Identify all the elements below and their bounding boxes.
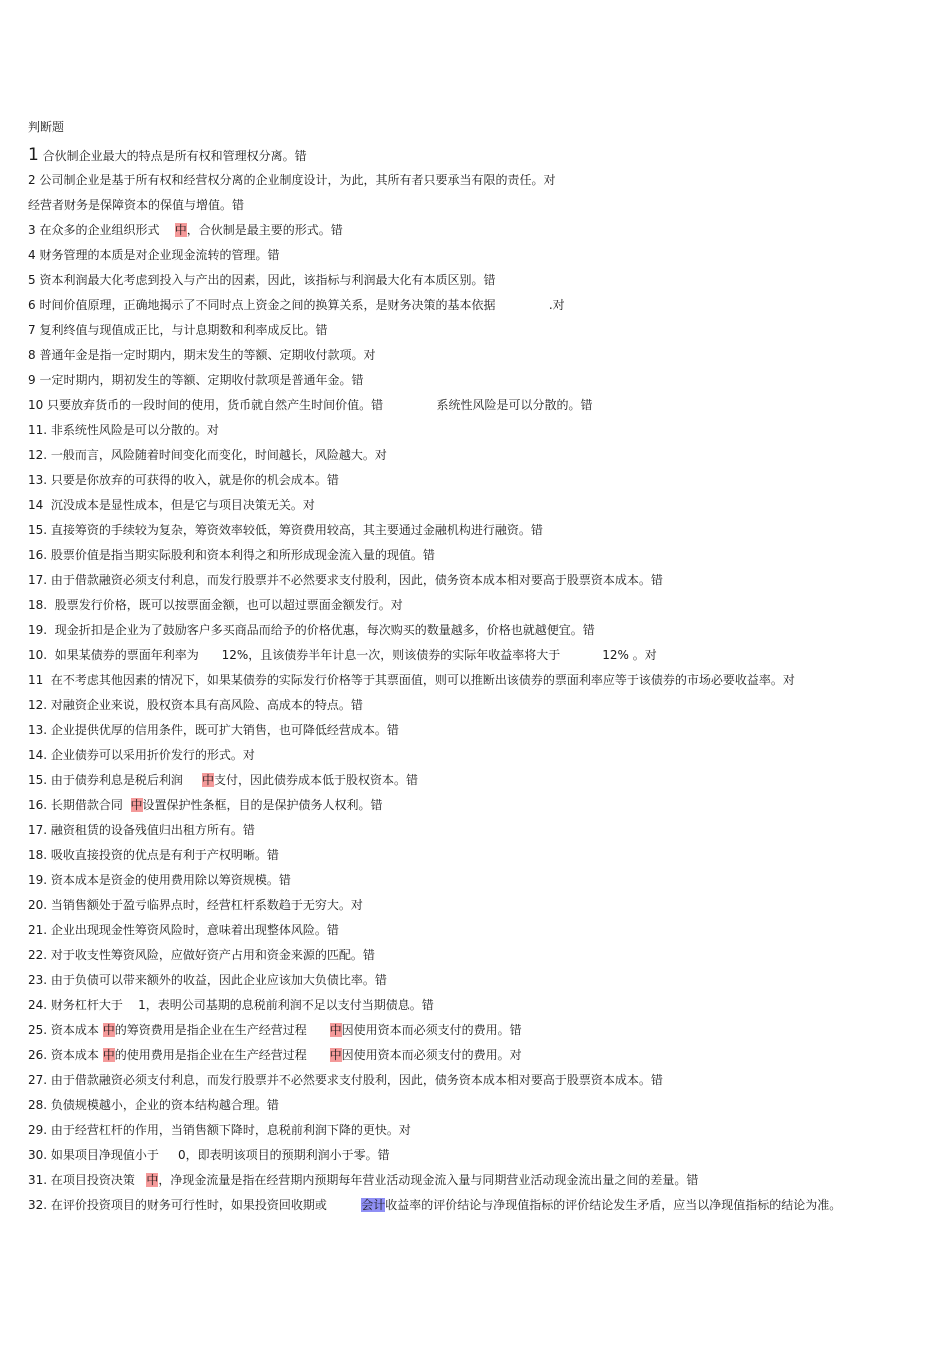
question-text: 2 公司制企业是基于所有权和经营权分离的企业制度设计，为此，其所有者只要承当有限的责任。对 <box>28 173 556 187</box>
question-text: 14 沉没成本是显性成本，但是它与项目决策无关。对 <box>28 498 315 512</box>
question-text: 8 普通年金是指一定时期内，期末发生的等额、定期收付款项。对 <box>28 348 376 362</box>
question-line <box>28 296 943 321</box>
question-line <box>28 871 943 896</box>
question-text: 11. 非系统性风险是可以分散的。对 <box>28 423 219 437</box>
question-line <box>28 621 943 646</box>
question-text: 15. 由于债券利息是税后利润 <box>28 773 202 787</box>
question-text: 的筹资费用是指企业在生产经营过程 <box>114 1023 330 1037</box>
question-text: 9 一定时期内，期初发生的等额、定期收付款项是普通年金。错 <box>28 373 364 387</box>
highlighted-text: 中 <box>329 1048 342 1062</box>
question-text: 25. 资本成本 <box>28 1023 103 1037</box>
question-text: 23. 由于负债可以带来额外的收益，因此企业应该加大负债比率。错 <box>28 973 387 987</box>
question-line <box>28 671 943 696</box>
question-text: 19. 资本成本是资金的使用费用除以筹资规模。错 <box>28 873 291 887</box>
question-line <box>28 746 943 771</box>
question-line <box>28 171 943 196</box>
question-text: 收益率的评价结论与净现值指标的评价结论发生矛盾，应当以净现值指标的结论为准。 <box>385 1198 842 1212</box>
question-text: 28. 负债规模越小，企业的资本结构越合理。错 <box>28 1098 279 1112</box>
question-line <box>28 571 943 596</box>
question-text: 26. 资本成本 <box>28 1048 103 1062</box>
question-text: 支付，因此债券成本低于股权资本。错 <box>214 773 419 787</box>
question-text: 10 只要放弃货币的一段时间的使用，货币就自然产生时间价值。错 系统性风险是可以分散的。错 <box>28 398 593 412</box>
question-text: 29. 由于经营杠杆的作用，当销售额下降时，息税前利润下降的更快。对 <box>28 1123 411 1137</box>
question-text: 16. 股票价值是指当期实际股利和资本利得之和所形成现金流入量的现值。错 <box>28 548 435 562</box>
question-line <box>28 346 943 371</box>
question-line <box>28 996 943 1021</box>
highlighted-text: 中 <box>146 1173 159 1187</box>
question-text: 因使用资本而必须支付的费用。错 <box>341 1023 522 1037</box>
section-title: 判断题 <box>28 120 65 134</box>
question-text: 19. 现金折扣是企业为了鼓励客户多买商品而给予的价格优惠，每次购买的数量越多，价格也就越便宜。错 <box>28 623 595 637</box>
highlighted-text: 中 <box>102 1048 115 1062</box>
question-line <box>28 371 943 396</box>
question-line <box>28 946 943 971</box>
question-line <box>28 196 943 221</box>
highlighted-text: 中 <box>102 1023 115 1037</box>
question-line <box>28 396 943 421</box>
question-text: 16. 长期借款合同 <box>28 798 131 812</box>
question-text: 17. 由于借款融资必须支付利息，而发行股票并不必然要求支付股利，因此，债务资本成本相对要高于股票资本成本。错 <box>28 573 663 587</box>
question-text: 4 财务管理的本质是对企业现金流转的管理。错 <box>28 248 280 262</box>
question-text: 的使用费用是指企业在生产经营过程 <box>114 1048 330 1062</box>
question-text: 32. 在评价投资项目的财务可行性时，如果投资回收期或 <box>28 1198 362 1212</box>
question-text: 13. 只要是你放弃的可获得的收入，就是你的机会成本。错 <box>28 473 339 487</box>
highlighted-text: 中 <box>130 798 143 812</box>
question-line <box>28 446 943 471</box>
question-text: 21. 企业出现现金性筹资风险时，意味着出现整体风险。错 <box>28 923 339 937</box>
question-text: 15. 直接筹资的手续较为复杂，筹资效率较低，筹资费用较高，其主要通过金融机构进行融资。错 <box>28 523 543 537</box>
question-text: ，净现金流量是指在经营期内预期每年营业活动现金流入量与同期营业活动现金流出量之间的差量。错 <box>158 1173 699 1187</box>
question-line <box>28 921 943 946</box>
question-line <box>28 771 943 796</box>
question-text: 6 时间价值原理，正确地揭示了不同时点上资金之间的换算关系，是财务决策的基本依据 .对 <box>28 298 565 312</box>
question-line <box>28 471 943 496</box>
question-text: 因使用资本而必须支付的费用。对 <box>341 1048 522 1062</box>
question-text: 22. 对于收支性筹资风险，应做好资产占用和资金来源的匹配。错 <box>28 948 375 962</box>
question-line <box>28 1146 943 1171</box>
question-line <box>28 1021 943 1046</box>
question-line <box>28 846 943 871</box>
question-text: 3 在众多的企业组织形式 <box>28 223 175 237</box>
question-line <box>28 146 943 171</box>
question-line <box>28 821 943 846</box>
question-line <box>28 271 943 296</box>
question-line <box>28 721 943 746</box>
question-text: 13. 企业提供优厚的信用条件，既可扩大销售，也可降低经营成本。错 <box>28 723 399 737</box>
question-list <box>28 146 943 1221</box>
question-text: 11 在不考虑其他因素的情况下，如果某债券的实际发行价格等于其票面值，则可以推断出该债券的票面利率应等于该债券的市场必要收益率。对 <box>28 673 795 687</box>
question-line <box>28 421 943 446</box>
question-text: 17. 融资租赁的设备残值归出租方所有。错 <box>28 823 255 837</box>
highlighted-text: 中 <box>329 1023 342 1037</box>
question-text: 27. 由于借款融资必须支付利息，而发行股票并不必然要求支付股利，因此，债务资本成本相对要高于股票资本成本。错 <box>28 1073 663 1087</box>
question-line <box>28 521 943 546</box>
question-line <box>28 596 943 621</box>
question-text: 20. 当销售额处于盈亏临界点时，经营杠杆系数趋于无穷大。对 <box>28 898 363 912</box>
question-line <box>28 646 943 671</box>
question-line <box>28 896 943 921</box>
highlighted-text: 中 <box>201 773 214 787</box>
question-text: 经营者财务是保障资本的保值与增值。错 <box>28 198 245 212</box>
question-text: 7 复利终值与现值成正比，与计息期数和利率成反比。错 <box>28 323 328 337</box>
question-text: 18. 吸收直接投资的优点是有利于产权明晰。错 <box>28 848 279 862</box>
question-text: 1 <box>28 145 39 165</box>
question-text: 24. 财务杠杆大于 1，表明公司基期的息税前利润不足以支付当期债息。错 <box>28 998 434 1012</box>
question-text: 10. 如果某债券的票面年利率为 12%，且该债券半年计息一次，则该债券的实际年收益率将大于 12% 。对 <box>28 648 657 662</box>
question-line <box>28 246 943 271</box>
highlighted-text: 会计 <box>361 1198 386 1212</box>
question-text: 12. 一般而言，风险随着时间变化而变化，时间越长，风险越大。对 <box>28 448 387 462</box>
question-line <box>28 496 943 521</box>
question-line <box>28 796 943 821</box>
question-line <box>28 1046 943 1071</box>
question-line <box>28 1171 943 1196</box>
question-text: 14. 企业债券可以采用折价发行的形式。对 <box>28 748 255 762</box>
question-line <box>28 546 943 571</box>
question-text: 30. 如果项目净现值小于 0，即表明该项目的预期利润小于零。错 <box>28 1148 390 1162</box>
question-line <box>28 1096 943 1121</box>
question-text: 12. 对融资企业来说，股权资本具有高风险、高成本的特点。错 <box>28 698 363 712</box>
question-text: 5 资本利润最大化考虑到投入与产出的因素，因此，该指标与利润最大化有本质区别。错 <box>28 273 496 287</box>
question-line <box>28 1196 943 1221</box>
question-line <box>28 1071 943 1096</box>
question-line <box>28 221 943 246</box>
question-text: 合伙制企业最大的特点是所有权和管理权分离。错 <box>38 149 307 163</box>
question-text: 31. 在项目投资决策 <box>28 1173 147 1187</box>
question-text: 设置保护性条框，目的是保护债务人权利。错 <box>142 798 383 812</box>
question-line <box>28 1121 943 1146</box>
question-text: 18. 股票发行价格，既可以按票面金额，也可以超过票面金额发行。对 <box>28 598 403 612</box>
highlighted-text: 中 <box>174 223 187 237</box>
question-line <box>28 696 943 721</box>
question-line <box>28 321 943 346</box>
question-text: ，合伙制是最主要的形式。错 <box>186 223 343 237</box>
question-line <box>28 971 943 996</box>
